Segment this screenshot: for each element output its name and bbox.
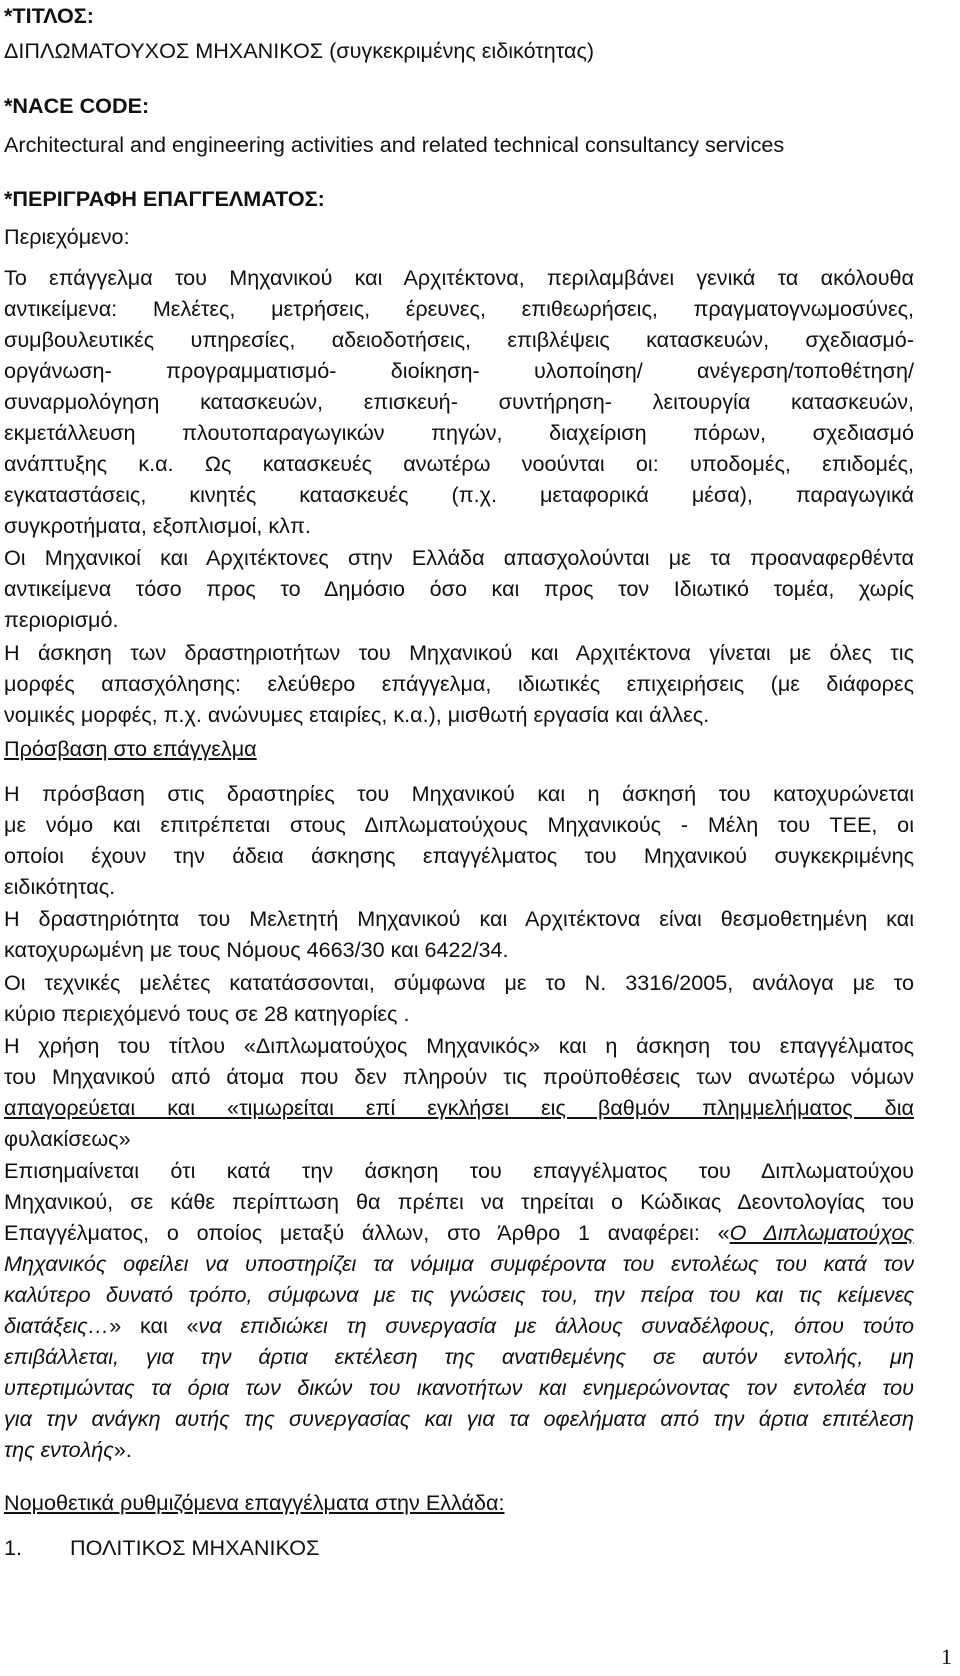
text-line: φυλακίσεως» [4,1126,131,1151]
text-span: » και « [109,1313,199,1338]
paragraph-code-of-ethics [4,1155,914,1465]
text-line: συγκροτήματα, εξοπλισμοί, κλπ. [4,513,311,538]
text-line: απαγορεύεται και «τιμωρείται επί εγκλήσει εις βαθμόν πλημμελήματος δια [4,1095,914,1120]
text-line: υπερτιμώντας τα όρια των δικών του ικανοτήτων και ενημερώνοντας τον εντολέα του [4,1375,914,1400]
text-line: καλύτερο δυνατό τρόπο, σύμφωνα με τις γνώσεις του, την πείρα του και τις κείμενες [4,1282,914,1307]
title-value: ΔΙΠΛΩΜΑΤΟΥΧΟΣ ΜΗΧΑΝΙΚΟΣ (συγκεκριμένης ειδικότητας) [4,38,595,63]
quote-span: της εντολής [4,1437,114,1462]
text-line: για την ανάγκη αυτής της συνεργασίας και για τα οφελήματα από την άρτια επιτέλεση [4,1406,914,1431]
title-label: *ΤΙΤΛΟΣ: [4,3,94,28]
paragraph-title-use [4,1030,914,1154]
text-line: ανάπτυξης κ.α. Ως κατασκευές ανωτέρω νοούνται οι: υποδομές, επιδομές, [4,451,914,476]
text-line: αντικείμενα τόσο προς το Δημόσιο όσο και προς τον Ιδιωτικό τομέα, χωρίς [4,576,914,601]
text-line: Η δραστηριότητα του Μελετητή Μηχανικού και Αρχιτέκτονα είναι θεσμοθετημένη και [4,906,914,931]
text-line: εγκαταστάσεις, κινητές κατασκευές (π.χ. μεταφορικά μέσα), παραγωγικά [4,482,914,507]
text-line: ειδικότητας. [4,874,116,899]
nace-label: *NACE CODE: [4,93,150,118]
text-line: Επισημαίνεται ότι κατά την άσκηση του επαγγέλματος του Διπλωματούχου [4,1158,914,1183]
text-line: Η άσκηση των δραστηριοτήτων του Μηχανικού και Αρχιτέκτονα γίνεται με όλες τις [4,640,914,665]
list-item-number: 1. [4,1535,23,1560]
text-line [4,1434,914,1465]
paragraph-profession-scope [4,262,914,541]
text-line: Μηχανικού, σε κάθε περίπτωση θα πρέπει να τηρείται ο Κώδικας Δεοντολογίας του [4,1189,914,1214]
paragraph-employment-forms [4,637,914,730]
text-line: Οι Μηχανικοί και Αρχιτέκτονες στην Ελλάδα απασχολούνται με τα προαναφερθέντα [4,545,914,570]
text-line: Το επάγγελμα του Μηχανικού και Αρχιτέκτονα, περιλαμβάνει γενικά τα ακόλουθα [4,265,914,290]
quote-span: Ο Διπλωματούχος [729,1220,915,1245]
page-number: 1 [941,1644,952,1669]
text-line: επιβάλλεται, για την άρτια εκτέλεση της ανατιθεμένης σε αυτόν εντολής, μη [4,1344,914,1369]
text-line: κατοχυρωμένη με τους Νόμους 4663/30 και 6422/34. [4,937,509,962]
quote-span: να επιδιώκει τη συνεργασία με άλλους συναδέλφους, όπου τούτο [198,1313,914,1338]
text-line: συμβουλευτικές υπηρεσίες, αδειοδοτήσεις, επιβλέψεις κατασκευών, σχεδιασμό- [4,327,914,352]
list-item [4,1532,319,1563]
text-line: κύριο περιεχόμενό τους σε 28 κατηγορίες . [4,1001,410,1026]
text-line [4,1310,914,1341]
quote-span: διατάξεις… [4,1313,110,1338]
text-line: με νόμο και επιτρέπεται στους Διπλωματούχους Μηχανικούς - Μέλη του ΤΕΕ, οι [4,812,914,837]
text-line: του Μηχανικού από άτομα που δεν πληρούν τις προϋποθέσεις των ανωτέρω νόμων [4,1064,914,1089]
nace-value: Architectural and engineering activities and related technical consultancy services [4,132,785,157]
paragraph-employment-sectors [4,542,914,635]
text-span: ». [113,1437,132,1462]
text-line: αντικείμενα: Μελέτες, μετρήσεις, έρευνες, επιθεωρήσεις, πραγματογνωμοσύνες, [4,296,914,321]
list-item-text: ΠΟΛΙΤΙΚΟΣ ΜΗΧΑΝΙΚΟΣ [70,1535,320,1560]
text-line: εκμετάλλευση πλουτοπαραγωγικών πηγών, διαχείριση πόρων, σχεδιασμό [4,420,914,445]
paragraph-study-categories [4,967,914,1029]
text-line: συναρμολόγηση κατασκευών, επισκευή- συντήρηση- λειτουργία κατασκευών, [4,389,914,414]
text-line: Μηχανικός οφείλει να υποστηρίζει τα νόμιμα συμφέροντα του εντολέως του κατά τον [4,1251,914,1276]
text-line: οργάνωση- προγραμματισμό- διοίκηση- υλοποίηση/ ανέγερση/τοποθέτηση/ [4,358,914,383]
paragraph-legislation [4,903,914,965]
access-heading: Πρόσβαση στο επάγγελμα [4,736,257,761]
description-label: *ΠΕΡΙΓΡΑΦΗ ΕΠΑΓΓΕΛΜΑΤΟΣ: [4,186,325,211]
paragraph-access [4,778,914,902]
text-line [4,1217,914,1248]
text-line: μορφές απασχόλησης: ελεύθερο επάγγελμα, ιδιωτικές επιχειρήσεις (με διάφορες [4,671,914,696]
regulated-professions-heading: Νομοθετικά ρυθμιζόμενα επαγγέλματα στην Ελλάδα: [4,1490,505,1515]
text-line: Οι τεχνικές μελέτες κατατάσσονται, σύμφωνα με το Ν. 3316/2005, ανάλογα με το [4,970,914,995]
content-label: Περιεχόμενο: [4,224,130,249]
text-line: οποίοι έχουν την άδεια άσκησης επαγγέλματος του Μηχανικού συγκεκριμένης [4,843,914,868]
text-line: Η χρήση του τίτλου «Διπλωματούχος Μηχανικός» και η άσκηση του επαγγέλματος [4,1033,914,1058]
text-line: νομικές μορφές, π.χ. ανώνυμες εταιρίες, κ.α.), μισθωτή εργασία και άλλες. [4,702,710,727]
text-line: περιορισμό. [4,607,119,632]
text-line: Η πρόσβαση στις δραστηρίες του Μηχανικού και η άσκησή του κατοχυρώνεται [4,781,914,806]
text-span: Επαγγέλματος, ο οποίος μεταξύ άλλων, στο Άρθρο 1 αναφέρει: « [4,1220,730,1245]
